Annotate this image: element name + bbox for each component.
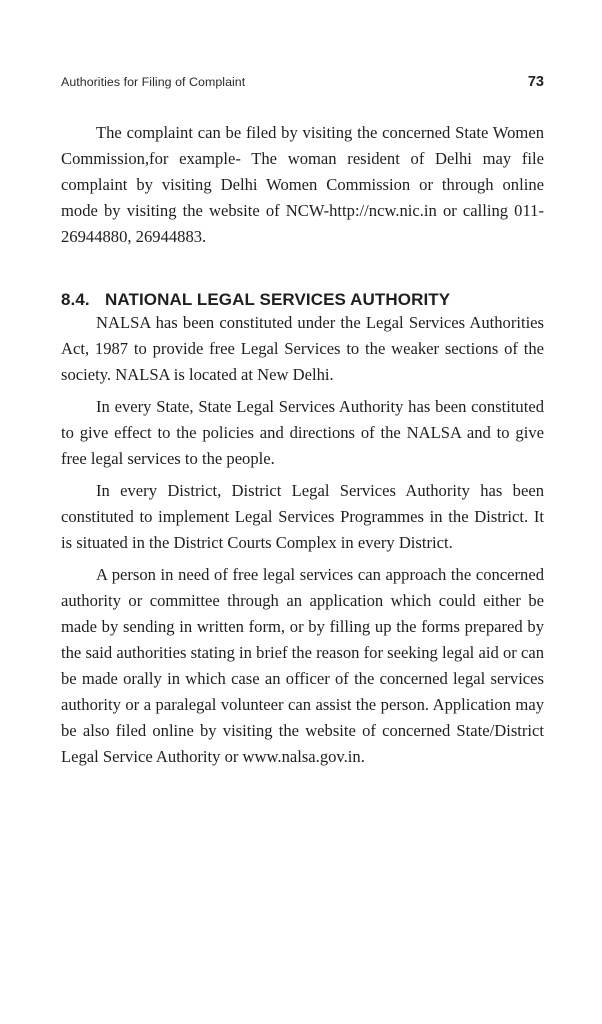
page-number: 73 <box>527 74 544 90</box>
nalsa-paragraph-2: In every State, State Legal Services Authority has been constituted to give effect to the policies and directions of the NALSA and to give free legal services to the people. <box>61 397 544 468</box>
section-number: 8.4. <box>61 290 90 310</box>
running-title: Authorities for Filing of Complaint <box>61 75 246 89</box>
nalsa-paragraph-1: NALSA has been constituted under the Legal Services Authorities Act, 1987 to provide free Legal Services to the weaker sections of the society. NALSA is located at New Delhi. <box>61 313 544 384</box>
nalsa-section-body <box>61 310 544 770</box>
intro-paragraph: The complaint can be filed by visiting the concerned State Women Commission,for example- The woman resident of Delhi may file complaint by visiting Delhi Women Commission or through online mode by visiting the website of NCW-http://ncw.nic.in or calling 011-26944880, 26944883. <box>61 123 544 246</box>
section-heading <box>61 290 544 310</box>
nalsa-paragraph-4: A person in need of free legal services can approach the concerned authority or committee through an application which could either be made by sending in written form, or by filling up the forms prepared by the said authorities stating in brief the reason for seeking legal aid or can be made orally in which case an officer of the concerned legal services authority or a paralegal volunteer can assist the person. Application may be also filed online by visiting the website of concerned State/District Legal Service Authority or www.nalsa.gov.in. <box>61 565 544 766</box>
section-title: NATIONAL LEGAL SERVICES AUTHORITY <box>105 290 451 310</box>
intro-section <box>61 120 544 250</box>
running-header <box>61 74 544 94</box>
nalsa-paragraph-3: In every District, District Legal Services Authority has been constituted to implement Legal Services Programmes in the District. It is situated in the District Courts Complex in every District. <box>61 481 544 552</box>
